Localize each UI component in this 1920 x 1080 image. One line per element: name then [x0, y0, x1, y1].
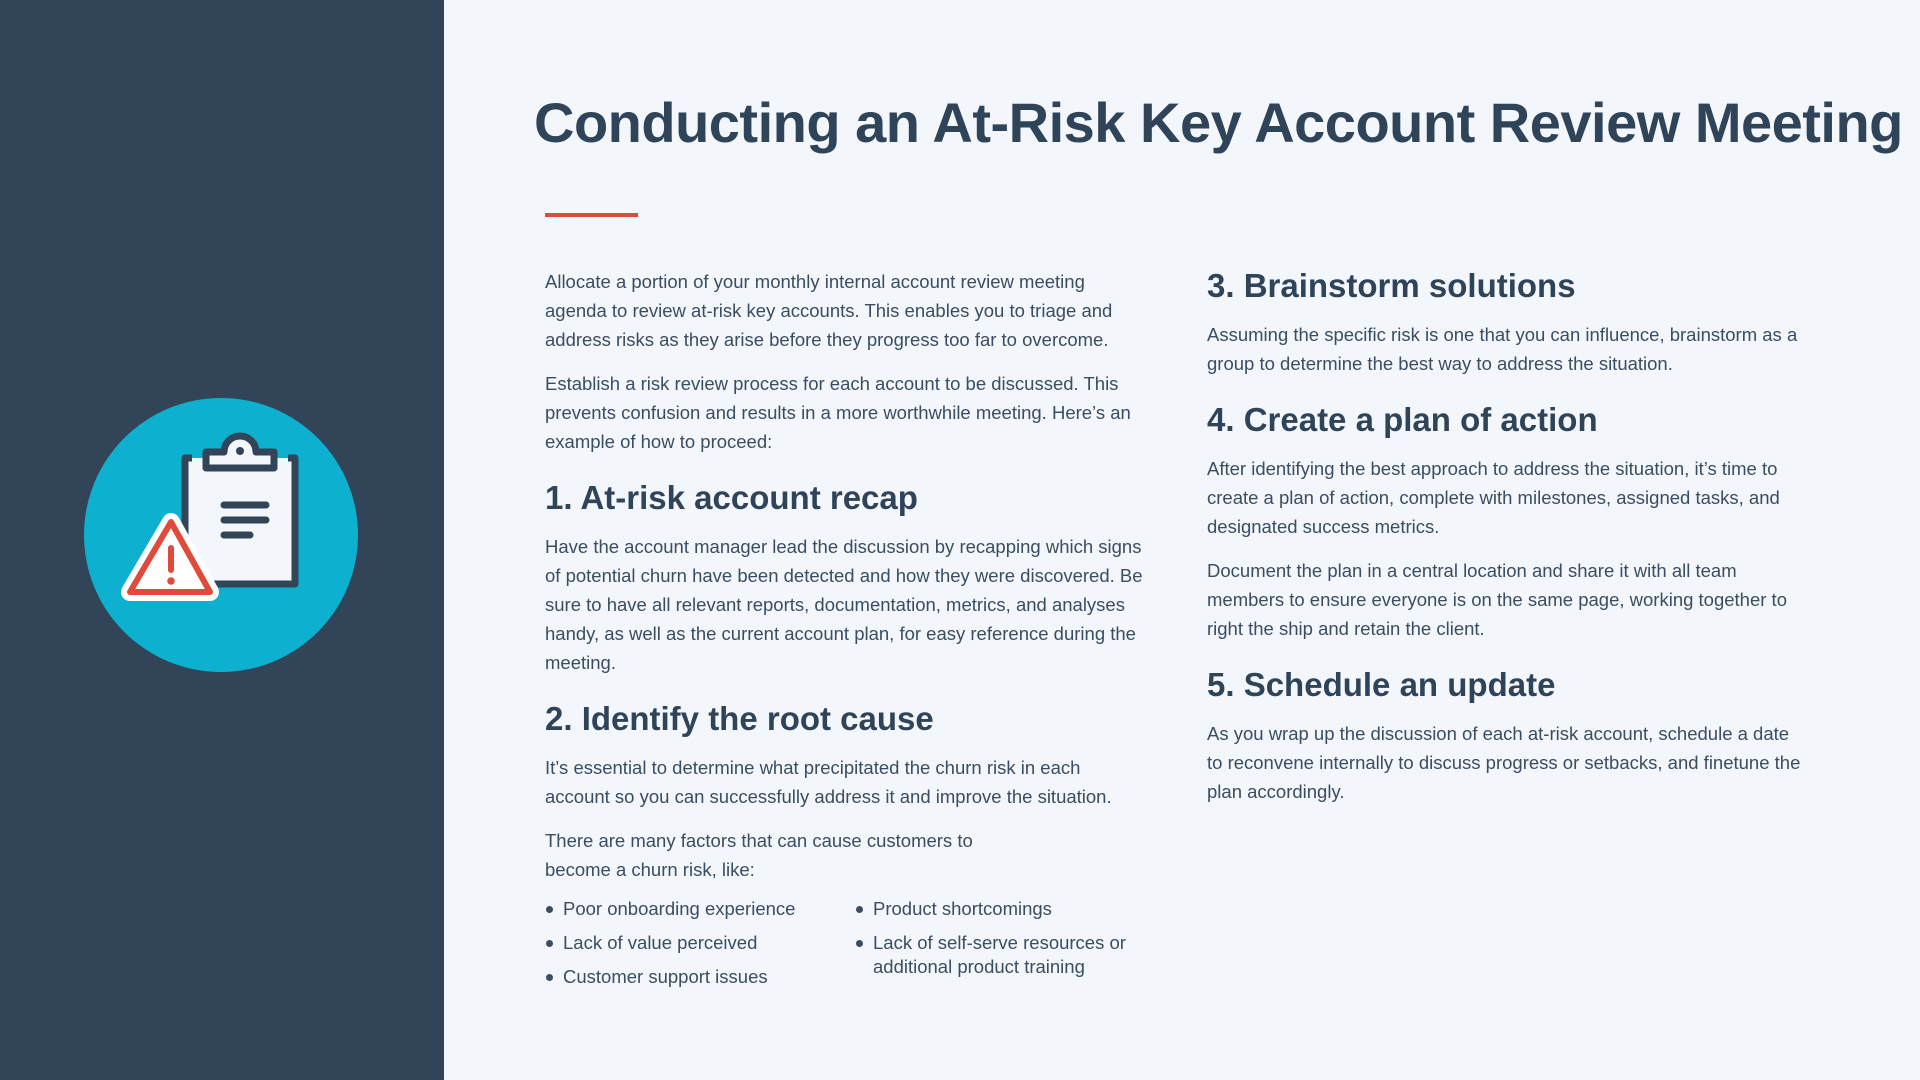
- section-paragraph: Assuming the specific risk is one that you can influence, brainstorm as a group to determine the best way to address the situation.: [1207, 324, 1798, 374]
- page-title: Conducting an At-Risk Key Account Review Meeting: [534, 91, 1903, 154]
- list-item: Lack of value perceived: [545, 931, 855, 955]
- title-accent-rule: [545, 213, 638, 217]
- list-item: Customer support issues: [545, 965, 855, 989]
- churn-factors-list: [545, 897, 1145, 999]
- section-heading: 3. Brainstorm solutions: [1207, 267, 1576, 304]
- icon-circle: [84, 398, 358, 672]
- list-item: Poor onboarding experience: [545, 897, 855, 921]
- section-paragraph: Document the plan in a central location and share it with all team members to ensure everyone is on the same page, working together to right the ship and retain the client.: [1207, 560, 1787, 639]
- sidebar-panel: [0, 0, 444, 1080]
- section-heading: 4. Create a plan of action: [1207, 401, 1598, 438]
- section-paragraph: As you wrap up the discussion of each at-risk account, schedule a date to reconvene internally to discuss progress or setbacks, and finetune the plan accordingly.: [1207, 723, 1801, 802]
- right-column: [1207, 266, 1807, 821]
- list-item: Lack of self-serve resources or additional product training: [855, 931, 1145, 979]
- section-paragraph: There are many factors that can cause customers to become a churn risk, like:: [545, 830, 973, 880]
- clipboard-warning-icon: [84, 398, 358, 672]
- section-paragraph: Have the account manager lead the discussion by recapping which signs of potential churn have been detected and how they were discovered. Be sure to have all relevant reports, documentation, metrics, and analyses handy, as well as the current account plan, for easy reference during the meeting.: [545, 536, 1143, 673]
- section-paragraph: It’s essential to determine what precipitated the churn risk in each account so you can successfully address it and improve the situation.: [545, 757, 1112, 807]
- section-heading: 2. Identify the root cause: [545, 700, 934, 737]
- section-heading: 1. At-risk account recap: [545, 479, 918, 516]
- left-column: [545, 267, 1145, 999]
- section-paragraph: After identifying the best approach to address the situation, it’s time to create a plan of action, complete with milestones, assigned tasks, and designated success metrics.: [1207, 458, 1780, 537]
- list-item: Product shortcomings: [855, 897, 1145, 921]
- intro-paragraph: Allocate a portion of your monthly internal account review meeting agenda to review at-risk key accounts. This enables you to triage and address risks as they arise before they progress too far to overcome.: [545, 271, 1113, 350]
- intro-paragraph: Establish a risk review process for each account to be discussed. This prevents confusion and results in a more worthwhile meeting. Here’s an example of how to proceed:: [545, 373, 1131, 452]
- section-heading: 5. Schedule an update: [1207, 666, 1556, 703]
